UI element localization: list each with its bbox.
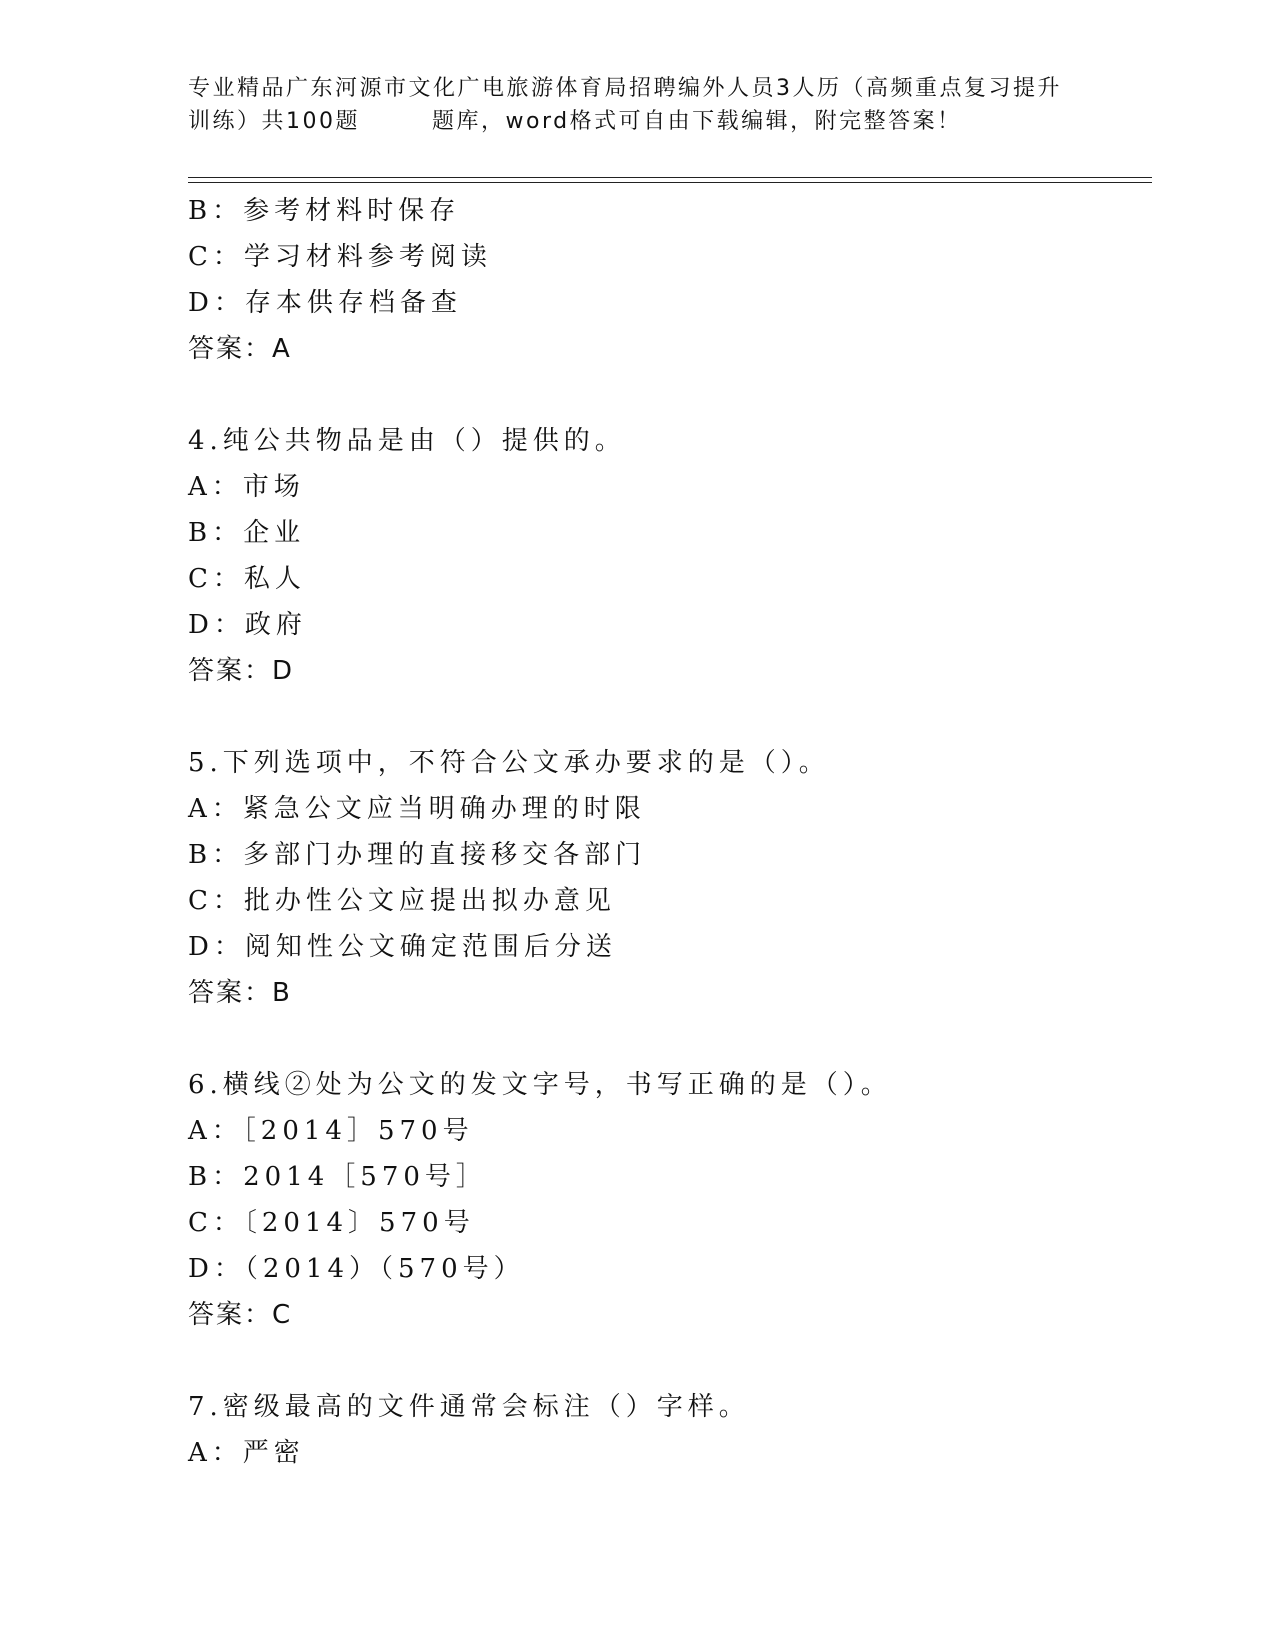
option-a: A：［2014］570号 (188, 1116, 474, 1146)
option-d: D：政府 (188, 610, 307, 640)
option-b: B：企业 (188, 518, 306, 548)
question-block-7 (188, 1384, 1148, 1476)
option-d: D：阅知性公文确定范围后分送 (188, 932, 617, 962)
question-block-6 (188, 1062, 1148, 1338)
header-title-line2-left: 训练）共100题 (188, 109, 360, 134)
answer-line: 答案：C (188, 1300, 293, 1330)
option-a: A：紧急公文应当明确办理的时限 (188, 794, 646, 824)
header-divider-top (188, 177, 1152, 178)
header-title-line2 (188, 105, 1118, 138)
header-divider-bottom (188, 182, 1152, 183)
question-text: 6.横线②处为公文的发文字号，书写正确的是（）。 (188, 1070, 892, 1100)
header-title-line2-right: 题库，word格式可自由下载编辑，附完整答案！ (432, 109, 962, 134)
question-text: 7.密级最高的文件通常会标注（）字样。 (188, 1392, 750, 1422)
question-block-5 (188, 740, 1148, 1016)
option-d: D：（2014）（570号） (188, 1254, 525, 1284)
question-block-3-partial (188, 188, 1148, 372)
question-list (188, 188, 1148, 1476)
question-text: 4.纯公共物品是由（）提供的。 (188, 426, 626, 456)
option-d: D：存本供存档备查 (188, 288, 462, 318)
document-header (188, 72, 1118, 138)
answer-line: 答案：B (188, 978, 292, 1008)
option-c: C：批办性公文应提出拟办意见 (188, 886, 616, 916)
answer-line: 答案：D (188, 656, 295, 686)
option-a: A：市场 (188, 472, 305, 502)
option-c: C：〔2014〕570号 (188, 1208, 475, 1238)
option-b: B：多部门办理的直接移交各部门 (188, 840, 647, 870)
option-c: C：私人 (188, 564, 306, 594)
question-text: 5.下列选项中，不符合公文承办要求的是（）。 (188, 748, 830, 778)
question-block-4 (188, 418, 1148, 694)
option-b: B：参考材料时保存 (188, 196, 461, 226)
answer-line: 答案：A (188, 334, 292, 364)
option-a: A：严密 (188, 1438, 305, 1468)
option-b: B：2014［570号］ (188, 1162, 487, 1192)
header-title-line1: 专业精品广东河源市文化广电旅游体育局招聘编外人员3人历（高频重点复习提升 (188, 76, 1062, 101)
option-c: C：学习材料参考阅读 (188, 242, 492, 272)
